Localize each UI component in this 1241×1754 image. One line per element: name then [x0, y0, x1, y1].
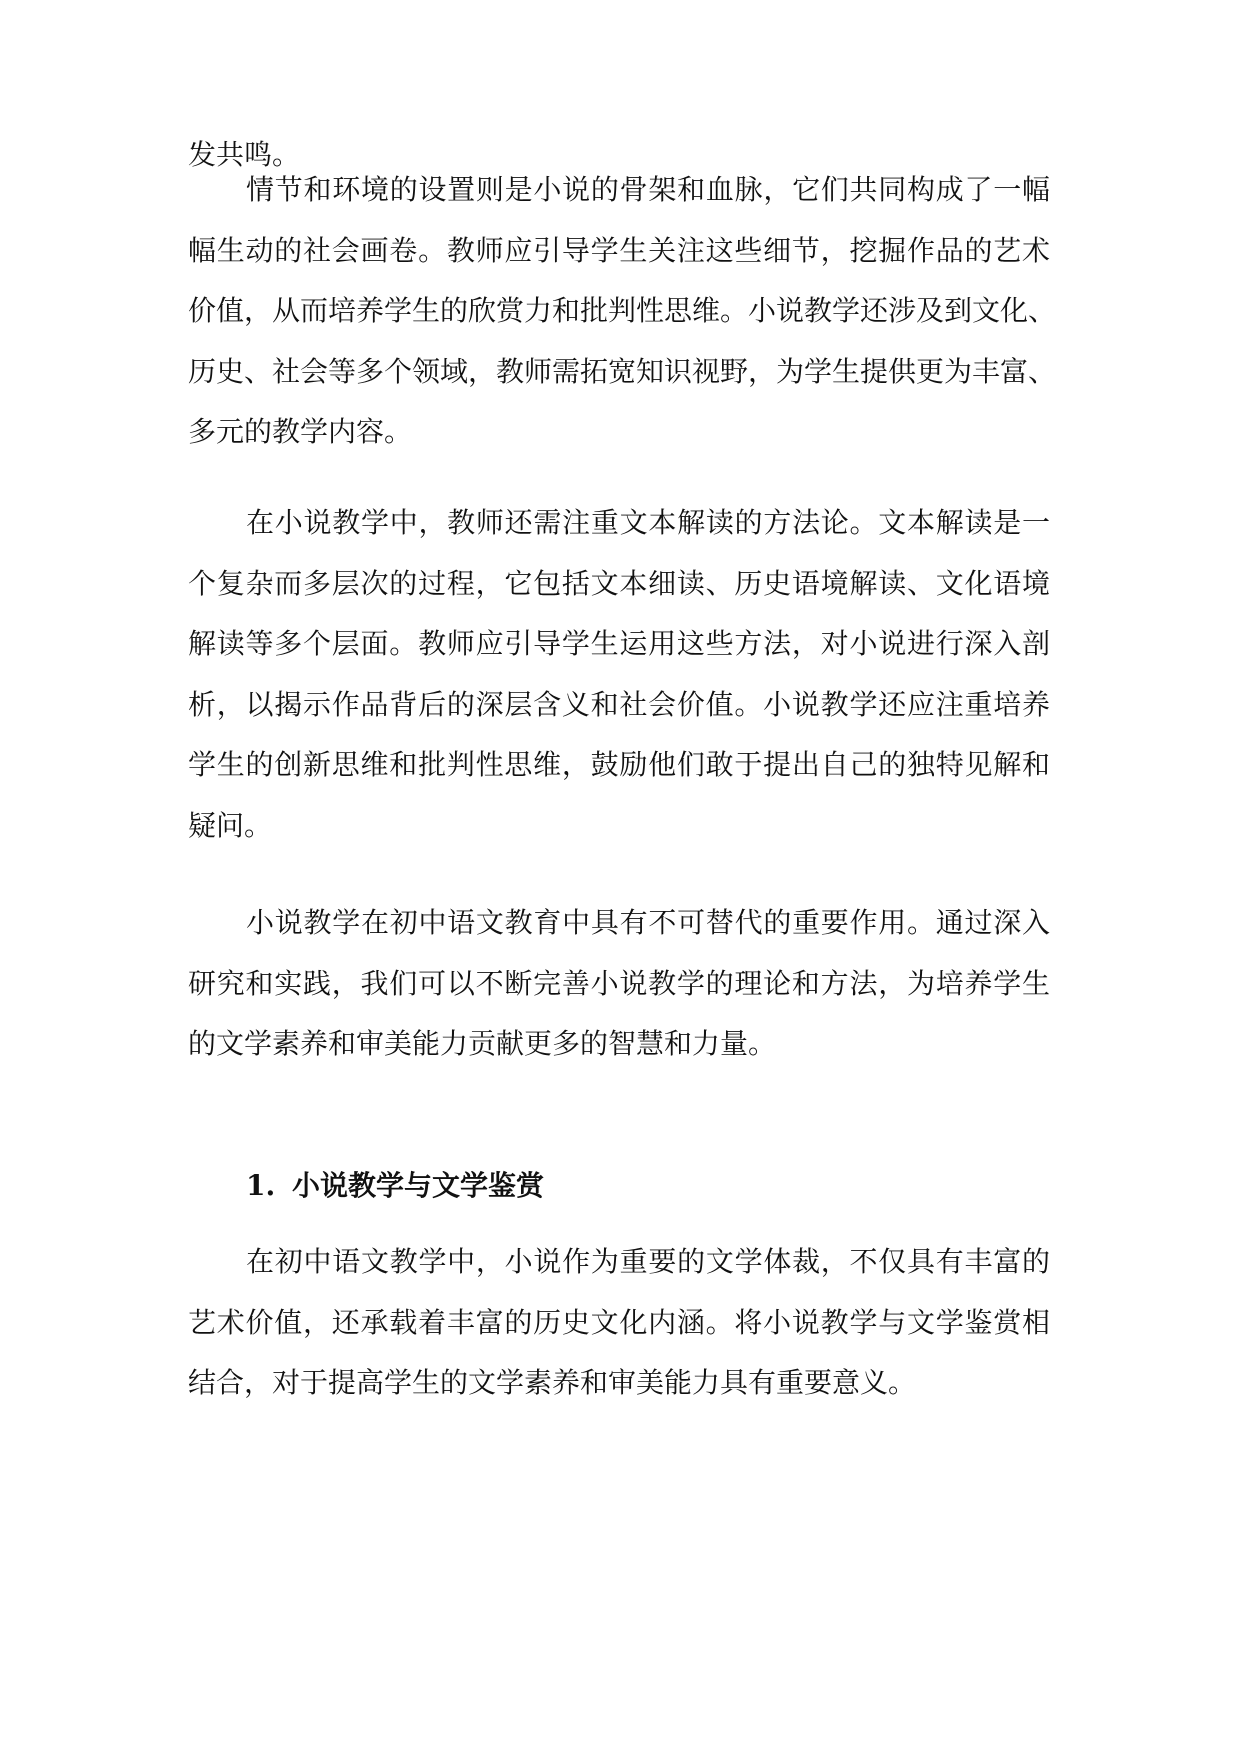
text-line: 小说教学在初中语文教育中具有不可替代的重要作用。通过深入 — [246, 906, 1050, 939]
text-line: 在初中语文教学中，小说作为重要的文学体裁，不仅具有丰富的 — [246, 1245, 1050, 1278]
text-line: 多元的教学内容。 — [188, 415, 413, 448]
text-line: 结合，对于提高学生的文学素养和审美能力具有重要意义。 — [188, 1366, 917, 1399]
text-line: 个复杂而多层次的过程，它包括文本细读、历史语境解读、文化语境 — [188, 566, 1050, 600]
text-line: 艺术价值，还承载着丰富的历史文化内涵。将小说教学与文学鉴赏相 — [188, 1305, 1050, 1339]
paragraph-1 — [188, 160, 1057, 463]
paragraph-4 — [188, 1232, 1050, 1414]
paragraph-3 — [188, 893, 1050, 1075]
text-line: 历史、社会等多个领域，教师需拓宽知识视野，为学生提供更为丰富、 — [188, 354, 1057, 388]
paragraph-2 — [188, 493, 1050, 856]
heading-title: 小说教学与文学鉴赏 — [292, 1169, 545, 1202]
text-line: 解读等多个层面。教师应引导学生运用这些方法，对小说进行深入剖 — [188, 627, 1050, 660]
text-line: 学生的创新思维和批判性思维，鼓励他们敢于提出自己的独特见解和 — [188, 748, 1050, 781]
text-line: 析，以揭示作品背后的深层含义和社会价值。小说教学还应注重培养 — [188, 687, 1050, 721]
text-line: 的文学素养和审美能力贡献更多的智慧和力量。 — [188, 1027, 777, 1060]
heading-number: 1. — [246, 1169, 276, 1202]
text-line: 价值，从而培养学生的欣赏力和批判性思维。小说教学还涉及到文化、 — [188, 294, 1057, 327]
text-line: 情节和环境的设置则是小说的骨架和血脉，它们共同构成了一幅 — [246, 173, 1050, 206]
text-line: 发共鸣。 — [188, 138, 301, 171]
text-line: 疑问。 — [188, 808, 273, 842]
text-line: 幅生动的社会画卷。教师应引导学生关注这些细节，挖掘作品的艺术 — [188, 233, 1050, 267]
text-line: 研究和实践，我们可以不断完善小说教学的理论和方法，为培养学生 — [188, 966, 1050, 1000]
text-line: 在小说教学中，教师还需注重文本解读的方法论。文本解读是一 — [246, 506, 1050, 539]
section-heading — [246, 1156, 1046, 1217]
